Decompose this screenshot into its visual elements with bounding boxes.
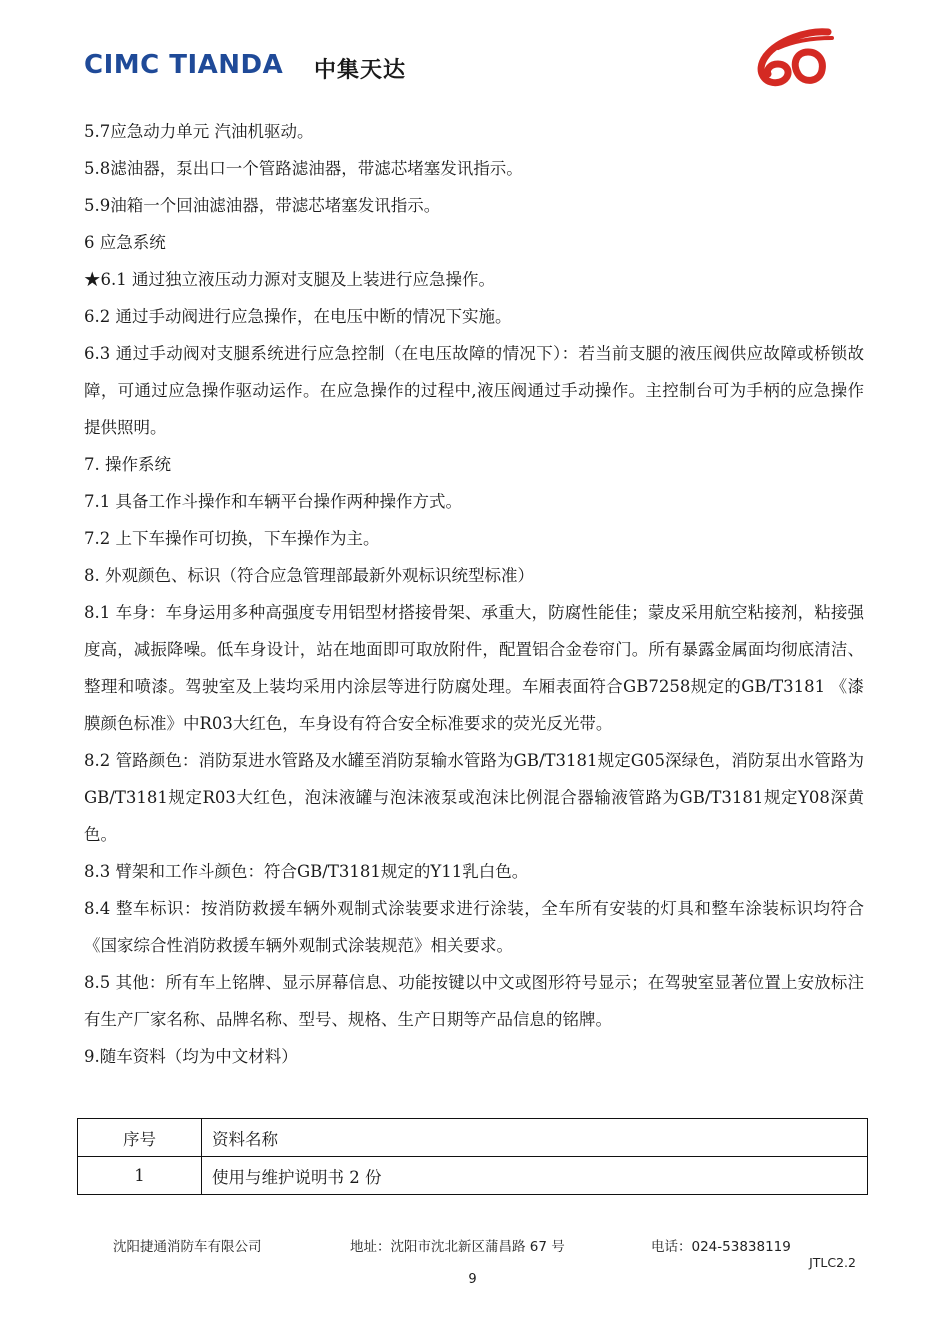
paragraph-6-2: 6.2 通过手动阀进行应急操作，在电压中断的情况下实施。: [84, 307, 512, 326]
company-logo-text: CIMC TIANDA: [84, 50, 284, 80]
paragraph-5-9: 5.9油箱一个回油滤油器，带滤芯堵塞发讯指示。: [84, 196, 441, 215]
paragraph-7-2: 7.2 上下车操作可切换，下车操作为主。: [84, 529, 380, 548]
paragraph-8-3: 8.3 臂架和工作斗颜色：符合GB/T3181规定的Y11乳白色。: [84, 862, 529, 881]
paragraph-8-5: 8.5 其他：所有车上铭牌、显示屏幕信息、功能按键以中文或图形符号显示；在驾驶室显著位置上安放标注有生产厂家名称、品牌名称、型号、规格、生产日期等产品信息的铭牌。: [84, 973, 864, 1029]
table-header-number: 序号: [78, 1119, 202, 1157]
table-row: [78, 1157, 868, 1195]
table-cell-name: 使用与维护说明书 2 份: [202, 1157, 868, 1195]
paragraph-8-1: 8.1 车身：车身运用多种高强度专用铝型材搭接骨架、承重大，防腐性能佳；蒙皮采用航空粘接剂，粘接强度高，减振降噪。低车身设计，站在地面即可取放附件，配置铝合金卷帘门。所有暴露金属面均彻底清洁、整理和喷漆。驾驶室及上装均采用内涂层等进行防腐处理。车厢表面符合GB7258规定的GB/T3181 《漆膜颜色标准》中R03大红色，车身设有符合安全标准要求的荧光反光带。: [84, 603, 864, 733]
paragraph-7-1: 7.1 具备工作斗操作和车辆平台操作两种操作方式。: [84, 492, 462, 511]
table-cell-number: 1: [78, 1157, 202, 1195]
table-header-name: 资料名称: [202, 1119, 868, 1157]
document-body: [84, 113, 864, 1075]
footer-address: 地址：沈阳市沈北新区蒲昌路 67 号: [350, 1239, 565, 1255]
section-heading-9: 9.随车资料（均为中文材料）: [84, 1047, 298, 1066]
cimc-tianda-emblem-icon: [748, 26, 834, 94]
footer-phone: 电话：024-53838119: [651, 1239, 791, 1255]
company-logo-chinese: 中集天达: [314, 58, 407, 83]
page-number: 9: [468, 1272, 477, 1287]
footer-company: 沈阳捷通消防车有限公司: [113, 1239, 262, 1255]
paragraph-5-7: 5.7应急动力单元 汽油机驱动。: [84, 122, 314, 141]
table-header-row: [78, 1119, 868, 1157]
paragraph-8-4: 8.4 整车标识：按消防救援车辆外观制式涂装要求进行涂装，全车所有安装的灯具和整车涂装标识均符合《国家综合性消防救援车辆外观制式涂装规范》相关要求。: [84, 899, 864, 955]
paragraph-5-8: 5.8滤油器，泵出口一个管路滤油器，带滤芯堵塞发讯指示。: [84, 159, 523, 178]
paragraph-8-2: 8.2 管路颜色：消防泵进水管路及水罐至消防泵输水管路为GB/T3181规定G05深绿色，消防泵出水管路为 GB/T3181规定R03大红色，泡沫液罐与泡沫液泵或泡沫比例混合器输液管路为GB/T3181规定Y08深黄色。: [84, 751, 864, 844]
document-code: JTLC2.2: [809, 1255, 856, 1270]
section-heading-7: 7. 操作系统: [84, 455, 171, 474]
paragraph-6-1: ★6.1 通过独立液压动力源对支腿及上装进行应急操作。: [84, 270, 495, 289]
materials-table: [77, 1118, 868, 1195]
paragraph-6-3: 6.3 通过手动阀对支腿系统进行应急控制（在电压故障的情况下）：若当前支腿的液压阀供应故障或桥锁故障，可通过应急操作驱动运作。在应急操作的过程中,液压阀通过手动操作。主控制台可为手柄的应急操作提供照明。: [84, 344, 864, 437]
section-heading-8: 8. 外观颜色、标识（符合应急管理部最新外观标识统型标准）: [84, 566, 534, 585]
section-heading-6: 6 应急系统: [84, 233, 166, 252]
